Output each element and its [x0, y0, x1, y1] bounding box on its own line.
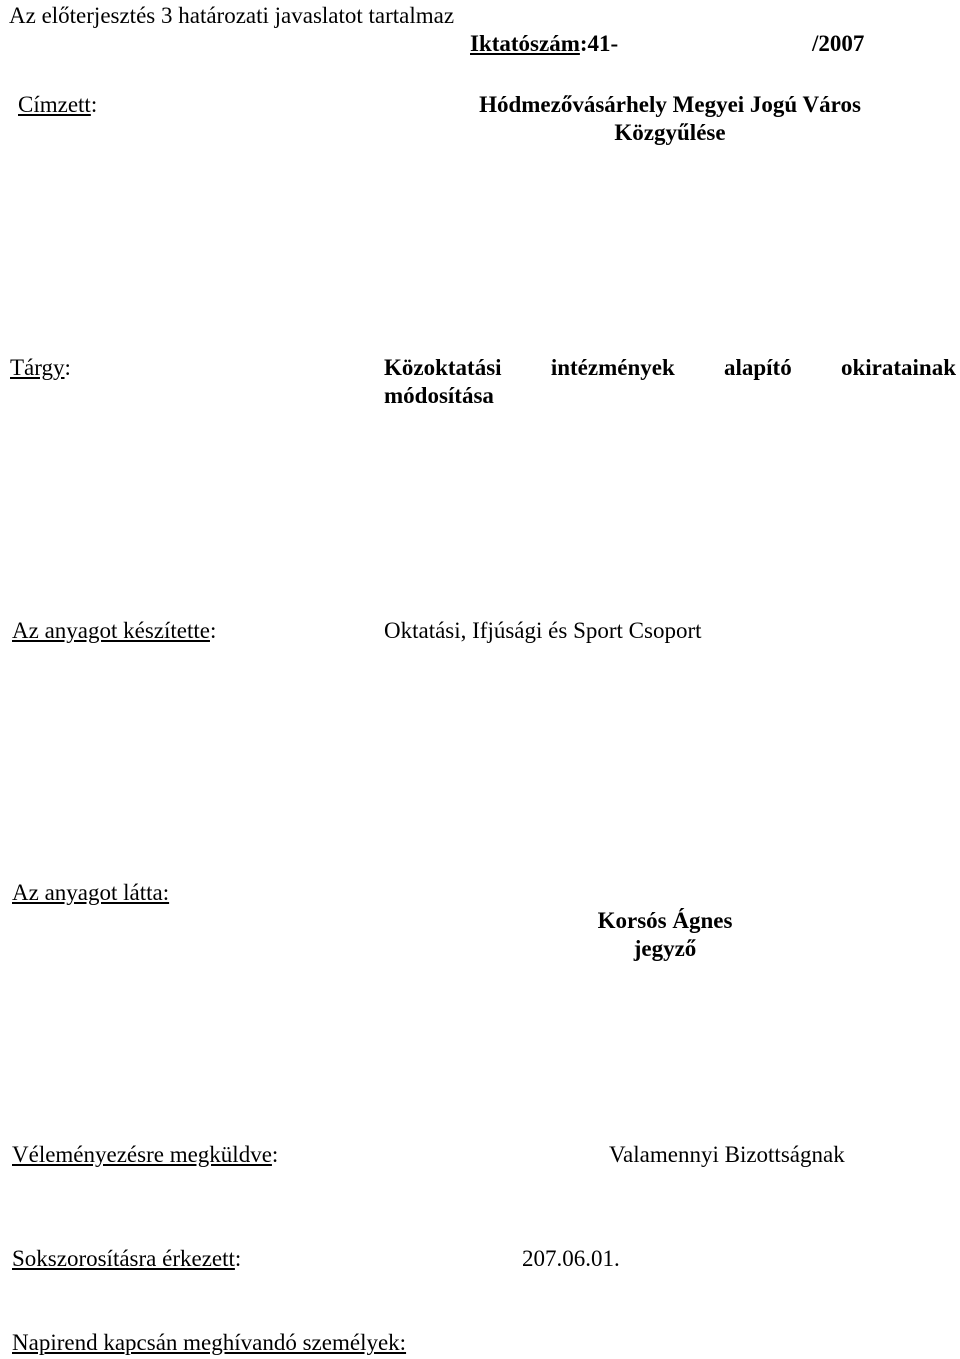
registration-value: :41- [579, 31, 619, 56]
recipient-value [450, 91, 890, 147]
recipient-label: Címzett: [18, 92, 98, 117]
sent-for-opinion-label: Véleményezésre megküldve: [12, 1142, 279, 1167]
registration-year: /2007 [812, 31, 865, 56]
reviewed-by-signatory [555, 907, 775, 963]
copy-arrived-value: 207.06.01. [522, 1246, 620, 1271]
recipient-line-2: Közgyűlése [614, 120, 726, 145]
copy-arrived-label: Sokszorosításra érkezett: [12, 1246, 242, 1271]
signatory-title: jegyző [633, 936, 697, 961]
invitees-label: Napirend kapcsán meghívandó személyek: [12, 1330, 407, 1355]
registration-label: Iktatószám [470, 31, 580, 56]
reviewed-by-label: Az anyagot látta: [12, 880, 170, 905]
subject-line-2: módosítása [384, 383, 494, 408]
proposal-note: Az előterjesztés 3 határozati javaslatot tartalmaz [9, 3, 455, 28]
sent-for-opinion-value: Valamennyi Bizottságnak [609, 1142, 845, 1167]
subject-line-1: Közoktatási intézmények alapító okiratainak [384, 355, 956, 380]
prepared-by-value: Oktatási, Ifjúsági és Sport Csoport [384, 618, 702, 643]
subject-value [384, 354, 956, 410]
signatory-name: Korsós Ágnes [597, 908, 733, 933]
prepared-by-label: Az anyagot készítette: [12, 618, 217, 643]
subject-label: Tárgy: [10, 355, 71, 380]
recipient-line-1: Hódmezővásárhely Megyei Jogú Város [479, 92, 861, 117]
registration-number [470, 30, 618, 58]
